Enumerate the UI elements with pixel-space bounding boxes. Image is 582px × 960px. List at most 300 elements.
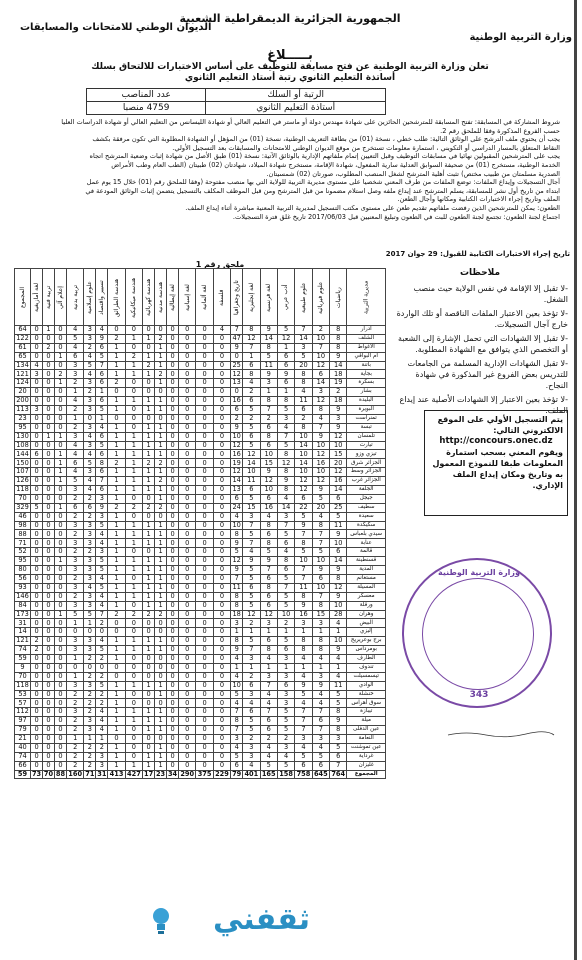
grid-row — [15, 512, 386, 521]
grid-value-cell: 16 — [232, 396, 241, 405]
grid-value-cell: 5 — [243, 574, 260, 583]
grid-value-cell: 14 — [330, 486, 347, 495]
grid-value-cell: 0 — [31, 761, 43, 770]
grid-value-cell: 0 — [196, 414, 213, 423]
grid-value-cell: 6 — [67, 503, 84, 512]
grid-value-cell: 7 — [312, 343, 329, 352]
grid-value-cell: 12 — [277, 459, 294, 468]
grid-value-cell: 0 — [179, 752, 196, 761]
grid-value-cell: 0 — [31, 726, 43, 735]
grid-value-cell: 0 — [167, 379, 179, 388]
grid-total-cell: 413 — [109, 769, 124, 778]
grid-value-cell: 4 — [231, 672, 243, 681]
grid-value-cell: 0 — [31, 334, 43, 343]
grid-column-header: رياضيات — [330, 269, 347, 326]
grid-value-cell: 3 — [67, 708, 84, 717]
grid-value-cell: 2 — [67, 548, 84, 557]
grid-value-cell: 1 — [67, 388, 84, 397]
site-logo — [110, 900, 310, 944]
grid-value-cell: 11 — [330, 521, 347, 530]
grid-value-cell: 0 — [125, 734, 142, 743]
grid-value-cell: 0 — [196, 468, 213, 477]
grid-directorate-cell: عنابة — [347, 539, 386, 548]
grid-value-cell: 1 — [155, 352, 167, 361]
grid-value-cell: 8 — [277, 557, 294, 566]
grid-value-cell: 1 — [143, 646, 155, 655]
grid-value-cell: 0 — [196, 441, 213, 450]
grid-value-cell: 4 — [84, 352, 96, 361]
grid-value-cell: 0 — [179, 397, 196, 406]
grid-value-cell: 1 — [312, 628, 329, 637]
grid-value-cell: 108 — [16, 440, 29, 449]
grid-value-cell: 4 — [67, 441, 84, 450]
grid-value-cell: 3 — [243, 743, 260, 752]
grid-value-cell: 3 — [277, 414, 294, 423]
grid-row — [15, 379, 386, 388]
grid-value-cell: 0 — [55, 441, 67, 450]
grid-value-cell: 5 — [312, 548, 329, 557]
grid-value-cell: 112 — [16, 707, 29, 716]
grid-value-cell: 0 — [179, 334, 196, 343]
grid-value-cell: 7 — [277, 432, 294, 441]
grid-value-cell: 3 — [67, 539, 84, 548]
grid-column-header: أدب عربي — [277, 269, 294, 326]
grid-value-cell: 8 — [295, 423, 312, 432]
grid-value-cell: 1 — [143, 432, 155, 441]
grid-value-cell: 3 — [84, 566, 96, 575]
grid-value-cell: 0 — [167, 503, 179, 512]
grid-value-cell: 8 — [330, 726, 347, 735]
grid-value-cell: 2 — [55, 370, 67, 379]
grid-value-cell: 10 — [312, 557, 329, 566]
grid-value-cell: 0 — [31, 619, 43, 628]
grid-value-cell: 0 — [213, 548, 230, 557]
grid-value-cell: 7 — [260, 708, 277, 717]
grid-value-cell: 0 — [55, 734, 67, 743]
grid-directorate-cell: أدرار — [347, 326, 386, 335]
grid-value-cell: 4 — [96, 717, 108, 726]
grid-value-cell: 0 — [196, 566, 213, 575]
distribution-grid — [14, 268, 386, 779]
grid-value-cell: 12 — [260, 477, 277, 486]
grid-value-cell: 7 — [243, 521, 260, 530]
grid-value-cell: 0 — [84, 414, 96, 423]
grid-value-cell: 0 — [213, 406, 230, 415]
grid-value-cell: 5 — [243, 726, 260, 735]
grid-value-cell: 0 — [55, 628, 67, 637]
grid-value-cell: 2 — [96, 654, 108, 663]
grid-value-cell: 0 — [31, 654, 43, 663]
grid-value-cell: 5 — [295, 548, 312, 557]
grid-value-cell: 14 — [277, 503, 294, 512]
grid-value-cell: 0 — [55, 637, 67, 646]
grid-value-cell: 7 — [312, 726, 329, 735]
grid-value-cell: 2 — [96, 699, 108, 708]
grid-value-cell: 25 — [330, 503, 347, 512]
grid-value-cell: 1 — [260, 628, 277, 637]
grid-value-cell: 3 — [67, 361, 84, 370]
grid-value-cell: 0 — [43, 406, 55, 415]
grid-value-cell: 10 — [312, 468, 329, 477]
grid-value-cell: 1 — [55, 459, 67, 468]
grid-value-cell: 0 — [143, 672, 155, 681]
grid-column-header: هندسة مدنية — [155, 269, 167, 326]
grid-row — [15, 459, 386, 468]
grid-value-cell: 5 — [260, 352, 277, 361]
grid-value-cell: 4 — [84, 432, 96, 441]
grid-value-cell: 1 — [143, 557, 155, 566]
grid-value-cell: 6 — [277, 352, 294, 361]
grid-value-cell: 6 — [295, 406, 312, 415]
grid-value-cell: 6 — [243, 361, 260, 370]
grid-value-cell: 0 — [179, 637, 196, 646]
grid-value-cell: 5 — [277, 761, 294, 770]
grid-value-cell: 4 — [96, 530, 108, 539]
grid-value-cell: 2 — [260, 734, 277, 743]
grid-value-cell: 0 — [179, 494, 196, 503]
grid-value-cell: 8 — [231, 637, 243, 646]
grid-value-cell: 7 — [312, 708, 329, 717]
grid-value-cell: 4 — [277, 494, 294, 503]
grid-value-cell: 1 — [231, 663, 243, 672]
grid-value-cell: 1 — [108, 530, 125, 539]
grid-value-cell: 1 — [260, 663, 277, 672]
grid-value-cell: 14 — [243, 459, 260, 468]
grid-value-cell: 0 — [125, 663, 142, 672]
condition-paragraph: يجب أن يحتوي ملف الترشح على الوثائق التالية: طلب خطي ، نسخة (01) من بطاقة التعريف الوطنية، نسخة (01) من المؤهل أو الشهادة المطلوبة التي تكون مرفقة بكشف — [92, 135, 560, 144]
grid-value-cell: 3 — [96, 761, 108, 770]
grid-value-cell: 0 — [179, 361, 196, 370]
grid-value-cell: 1 — [108, 574, 125, 583]
grid-value-cell: 6 — [96, 432, 108, 441]
grid-value-cell: 0 — [31, 690, 43, 699]
grid-value-cell: 0 — [179, 530, 196, 539]
grid-value-cell: 1 — [108, 717, 125, 726]
grid-value-cell: 0 — [179, 654, 196, 663]
grid-value-cell: 11 — [295, 397, 312, 406]
grid-value-cell: 2 — [67, 406, 84, 415]
grid-value-cell: 0 — [179, 388, 196, 397]
grid-value-cell: 4 — [243, 379, 260, 388]
grid-row — [15, 646, 386, 655]
grid-value-cell: 121 — [16, 636, 29, 645]
grid-total-cell: 73 — [31, 769, 42, 778]
grid-value-cell: 2 — [84, 761, 96, 770]
grid-value-cell: 2 — [84, 699, 96, 708]
grid-row — [15, 717, 386, 726]
grid-value-cell: 5 — [243, 592, 260, 601]
grid-value-cell: 0 — [196, 352, 213, 361]
grid-value-cell: 16 — [232, 449, 241, 458]
grid-row — [15, 503, 386, 512]
grid-value-cell: 0 — [125, 672, 142, 681]
grid-value-cell: 5 — [96, 352, 108, 361]
grid-value-cell: 5 — [96, 646, 108, 655]
grid-value-cell: 0 — [179, 486, 196, 495]
grid-row — [15, 521, 386, 530]
grid-value-cell: 11 — [295, 583, 312, 592]
grid-value-cell: 1 — [55, 477, 67, 486]
grid-value-cell: 0 — [213, 761, 230, 770]
grid-value-cell: 3 — [312, 734, 329, 743]
grid-value-cell: 0 — [55, 397, 67, 406]
grid-value-cell: 5 — [277, 601, 294, 610]
grid-value-cell: 1 — [108, 743, 125, 752]
grid-value-cell: 0 — [167, 494, 179, 503]
grid-value-cell: 0 — [167, 334, 179, 343]
grid-row — [15, 726, 386, 735]
grid-value-cell: 5 — [31, 503, 43, 512]
grid-value-cell: 74 — [15, 752, 31, 761]
grid-value-cell: 2 — [43, 343, 55, 352]
grid-value-cell: 0 — [167, 681, 179, 690]
grid-value-cell: 0 — [125, 343, 142, 352]
grid-value-cell: 0 — [179, 548, 196, 557]
grid-value-cell: 12 — [232, 369, 241, 378]
grid-value-cell: 0 — [43, 459, 55, 468]
grid-value-cell: 4 — [231, 654, 243, 663]
grid-total-cell: 645 — [313, 769, 328, 778]
notes-title: ملاحظات — [459, 268, 501, 278]
grid-directorate-cell: البليدة — [347, 397, 386, 406]
grid-value-cell: 0 — [43, 681, 55, 690]
grid-value-cell: 1 — [125, 539, 142, 548]
grid-value-cell: 1 — [108, 752, 125, 761]
registration-url[interactable]: http://concours.onec.dz — [439, 436, 553, 446]
grid-value-cell: 2 — [125, 610, 142, 619]
condition-paragraph: الطعون: يمكن للمترشحين الذين رفضت ملفاتهم تقديم طعن على مستوى مكتب التسجيل لمديرية التربية المعنية مباشرة أثناء إيداع الملف. — [185, 203, 560, 212]
grid-value-cell: 0 — [213, 681, 230, 690]
grid-value-cell: 9 — [295, 601, 312, 610]
grid-value-cell: 0 — [55, 726, 67, 735]
grid-value-cell: 0 — [179, 343, 196, 352]
grid-value-cell: 2 — [108, 459, 125, 468]
grid-value-cell: 2 — [84, 654, 96, 663]
grid-value-cell: 8 — [260, 521, 277, 530]
grid-value-cell: 16 — [330, 477, 347, 486]
grid-value-cell: 1 — [260, 388, 277, 397]
grid-value-cell: 0 — [213, 743, 230, 752]
grid-value-cell: 0 — [213, 423, 230, 432]
grid-row — [15, 530, 386, 539]
grid-value-cell: 1 — [96, 414, 108, 423]
grid-value-cell: 0 — [125, 619, 142, 628]
grid-value-cell: 2 — [96, 743, 108, 752]
grid-value-cell: 0 — [43, 654, 55, 663]
exam-date-line — [150, 250, 570, 258]
grid-value-cell: 57 — [15, 699, 31, 708]
grid-value-cell: 16 — [295, 610, 312, 619]
grid-value-cell: 3 — [84, 681, 96, 690]
grid-value-cell: 3 — [84, 334, 96, 343]
grid-value-cell: 1 — [155, 708, 167, 717]
grid-value-cell: 97 — [15, 717, 31, 726]
grid-value-cell: 4 — [243, 548, 260, 557]
grid-value-cell: 0 — [143, 690, 155, 699]
exam-date-value: 29 جوان 2017 — [385, 250, 438, 258]
grid-value-cell: 6 — [312, 574, 329, 583]
grid-value-cell: 1 — [125, 450, 142, 459]
grid-value-cell: 47 — [232, 334, 241, 343]
grid-value-cell: 0 — [43, 690, 55, 699]
grid-value-cell: 7 — [330, 761, 347, 770]
grid-value-cell: 0 — [31, 699, 43, 708]
logo-text: ثقفني — [212, 902, 310, 937]
grid-value-cell: 1 — [143, 681, 155, 690]
grid-value-cell: 95 — [15, 423, 31, 432]
grid-value-cell: 10 — [330, 441, 347, 450]
grid-value-cell: 2 — [96, 619, 108, 628]
grid-row — [15, 477, 386, 486]
grid-value-cell: 6 — [277, 646, 294, 655]
grid-value-cell: 0 — [125, 601, 142, 610]
grid-value-cell: 0 — [196, 423, 213, 432]
grid-value-cell: 0 — [125, 512, 142, 521]
grid-value-cell: 1 — [125, 566, 142, 575]
grid-value-cell: 9 — [312, 432, 329, 441]
grid-value-cell: 0 — [31, 468, 43, 477]
grid-total-cell: 34 — [167, 769, 178, 778]
grid-value-cell: 10 — [277, 610, 294, 619]
grid-value-cell: 9 — [277, 477, 294, 486]
grid-value-cell: 3 — [84, 423, 96, 432]
grid-value-cell: 1 — [143, 450, 155, 459]
grid-total-cell: 764 — [331, 769, 346, 778]
grid-value-cell: 0 — [179, 352, 196, 361]
grid-value-cell: 6 — [67, 352, 84, 361]
grid-value-cell: 0 — [55, 619, 67, 628]
grid-value-cell: 8 — [260, 583, 277, 592]
grid-value-cell: 4 — [295, 654, 312, 663]
grid-value-cell: 4 — [312, 654, 329, 663]
grid-value-cell: 59 — [15, 654, 31, 663]
grid-value-cell: 0 — [179, 628, 196, 637]
grid-row — [15, 406, 386, 415]
grid-value-cell: 0 — [143, 343, 155, 352]
grid-value-cell: 0 — [43, 708, 55, 717]
grid-value-cell: 6 — [277, 361, 294, 370]
grid-value-cell: 2 — [143, 361, 155, 370]
grid-value-cell: 1 — [108, 361, 125, 370]
posts-rank-value: أستاذة التعليم الثانوي — [206, 102, 386, 115]
grid-value-cell: 0 — [143, 494, 155, 503]
grid-total-cell: 70 — [43, 769, 54, 778]
grid-row — [15, 352, 386, 361]
grid-directorate-cell: سوق أهراس — [347, 699, 386, 708]
conditions-text — [20, 118, 560, 221]
grid-value-cell: 7 — [295, 717, 312, 726]
grid-value-cell: 8 — [243, 370, 260, 379]
grid-value-cell: 2 — [143, 503, 155, 512]
grid-value-cell: 5 — [67, 610, 84, 619]
grid-value-cell: 1 — [108, 352, 125, 361]
grid-value-cell: 8 — [231, 592, 243, 601]
grid-value-cell: 1 — [125, 708, 142, 717]
grid-value-cell: 0 — [155, 699, 167, 708]
grid-value-cell: 0 — [167, 663, 179, 672]
grid-value-cell: 0 — [179, 743, 196, 752]
grid-value-cell: 0 — [196, 406, 213, 415]
grid-value-cell: 14 — [330, 557, 347, 566]
grid-value-cell: 3 — [67, 521, 84, 530]
grid-value-cell: 2 — [155, 477, 167, 486]
grid-value-cell: 14 — [330, 361, 347, 370]
grid-value-cell: 0 — [84, 628, 96, 637]
grid-column-header: لغة إيطالية — [167, 269, 179, 326]
grid-value-cell: 7 — [260, 406, 277, 415]
grid-value-cell: 0 — [213, 530, 230, 539]
grid-value-cell: 0 — [167, 539, 179, 548]
grid-value-cell: 1 — [143, 708, 155, 717]
grid-value-cell: 46 — [15, 512, 31, 521]
grid-value-cell: 0 — [213, 486, 230, 495]
grid-value-cell: 9 — [96, 334, 108, 343]
grid-value-cell: 3 — [67, 370, 84, 379]
grid-value-cell: 4 — [243, 699, 260, 708]
grid-value-cell: 9 — [260, 370, 277, 379]
grid-value-cell: 122 — [16, 334, 29, 343]
grid-value-cell: 1 — [143, 637, 155, 646]
grid-value-cell: 12 — [312, 450, 329, 459]
grid-value-cell: 4 — [277, 752, 294, 761]
grid-value-cell: 1 — [108, 441, 125, 450]
posts-table — [86, 88, 386, 115]
grid-total-cell: 290 — [180, 769, 195, 778]
grid-value-cell: 10 — [330, 601, 347, 610]
grid-value-cell: 5 — [84, 361, 96, 370]
grid-value-cell: 4 — [243, 761, 260, 770]
grid-value-cell: 0 — [143, 734, 155, 743]
grid-value-cell: 20 — [330, 459, 347, 468]
grid-value-cell: 0 — [213, 503, 230, 512]
grid-value-cell: 0 — [167, 610, 179, 619]
grid-value-cell: 8 — [96, 459, 108, 468]
grid-row — [15, 370, 386, 379]
grid-value-cell: 4 — [312, 414, 329, 423]
grid-value-cell: 0 — [31, 574, 43, 583]
note-item: -لا تؤخذ بعين الاعتبار الملفات الناقصة أو تلك الواردة خارج آجال التسجيلات. — [396, 309, 568, 329]
grid-value-cell: 1 — [143, 468, 155, 477]
grid-value-cell: 1 — [143, 334, 155, 343]
grid-value-cell: 6 — [260, 592, 277, 601]
grid-value-cell: 8 — [295, 379, 312, 388]
grid-value-cell: 14 — [295, 441, 312, 450]
grid-value-cell: 3 — [243, 690, 260, 699]
grid-value-cell: 0 — [213, 441, 230, 450]
grid-row — [15, 494, 386, 503]
grid-value-cell: 2 — [243, 734, 260, 743]
grid-value-cell: 4 — [330, 619, 347, 628]
grid-value-cell: 2 — [125, 352, 142, 361]
grid-row — [15, 699, 386, 708]
grid-value-cell: 1 — [155, 637, 167, 646]
grid-value-cell: 4 — [260, 654, 277, 663]
notice-title: بـــــلاغ — [267, 48, 313, 63]
grid-value-cell: 0 — [213, 512, 230, 521]
grid-value-cell: 70 — [15, 494, 31, 503]
grid-value-cell: 0 — [213, 601, 230, 610]
grid-value-cell: 4 — [96, 423, 108, 432]
grid-value-cell: 14 — [15, 628, 31, 637]
grid-value-cell: 1 — [143, 441, 155, 450]
grid-value-cell: 0 — [196, 548, 213, 557]
grid-value-cell: 2 — [67, 512, 84, 521]
grid-value-cell: 3 — [67, 646, 84, 655]
grid-row — [15, 441, 386, 450]
grid-value-cell: 1 — [108, 726, 125, 735]
grid-value-cell: 2 — [260, 414, 277, 423]
grid-value-cell: 4 — [260, 512, 277, 521]
